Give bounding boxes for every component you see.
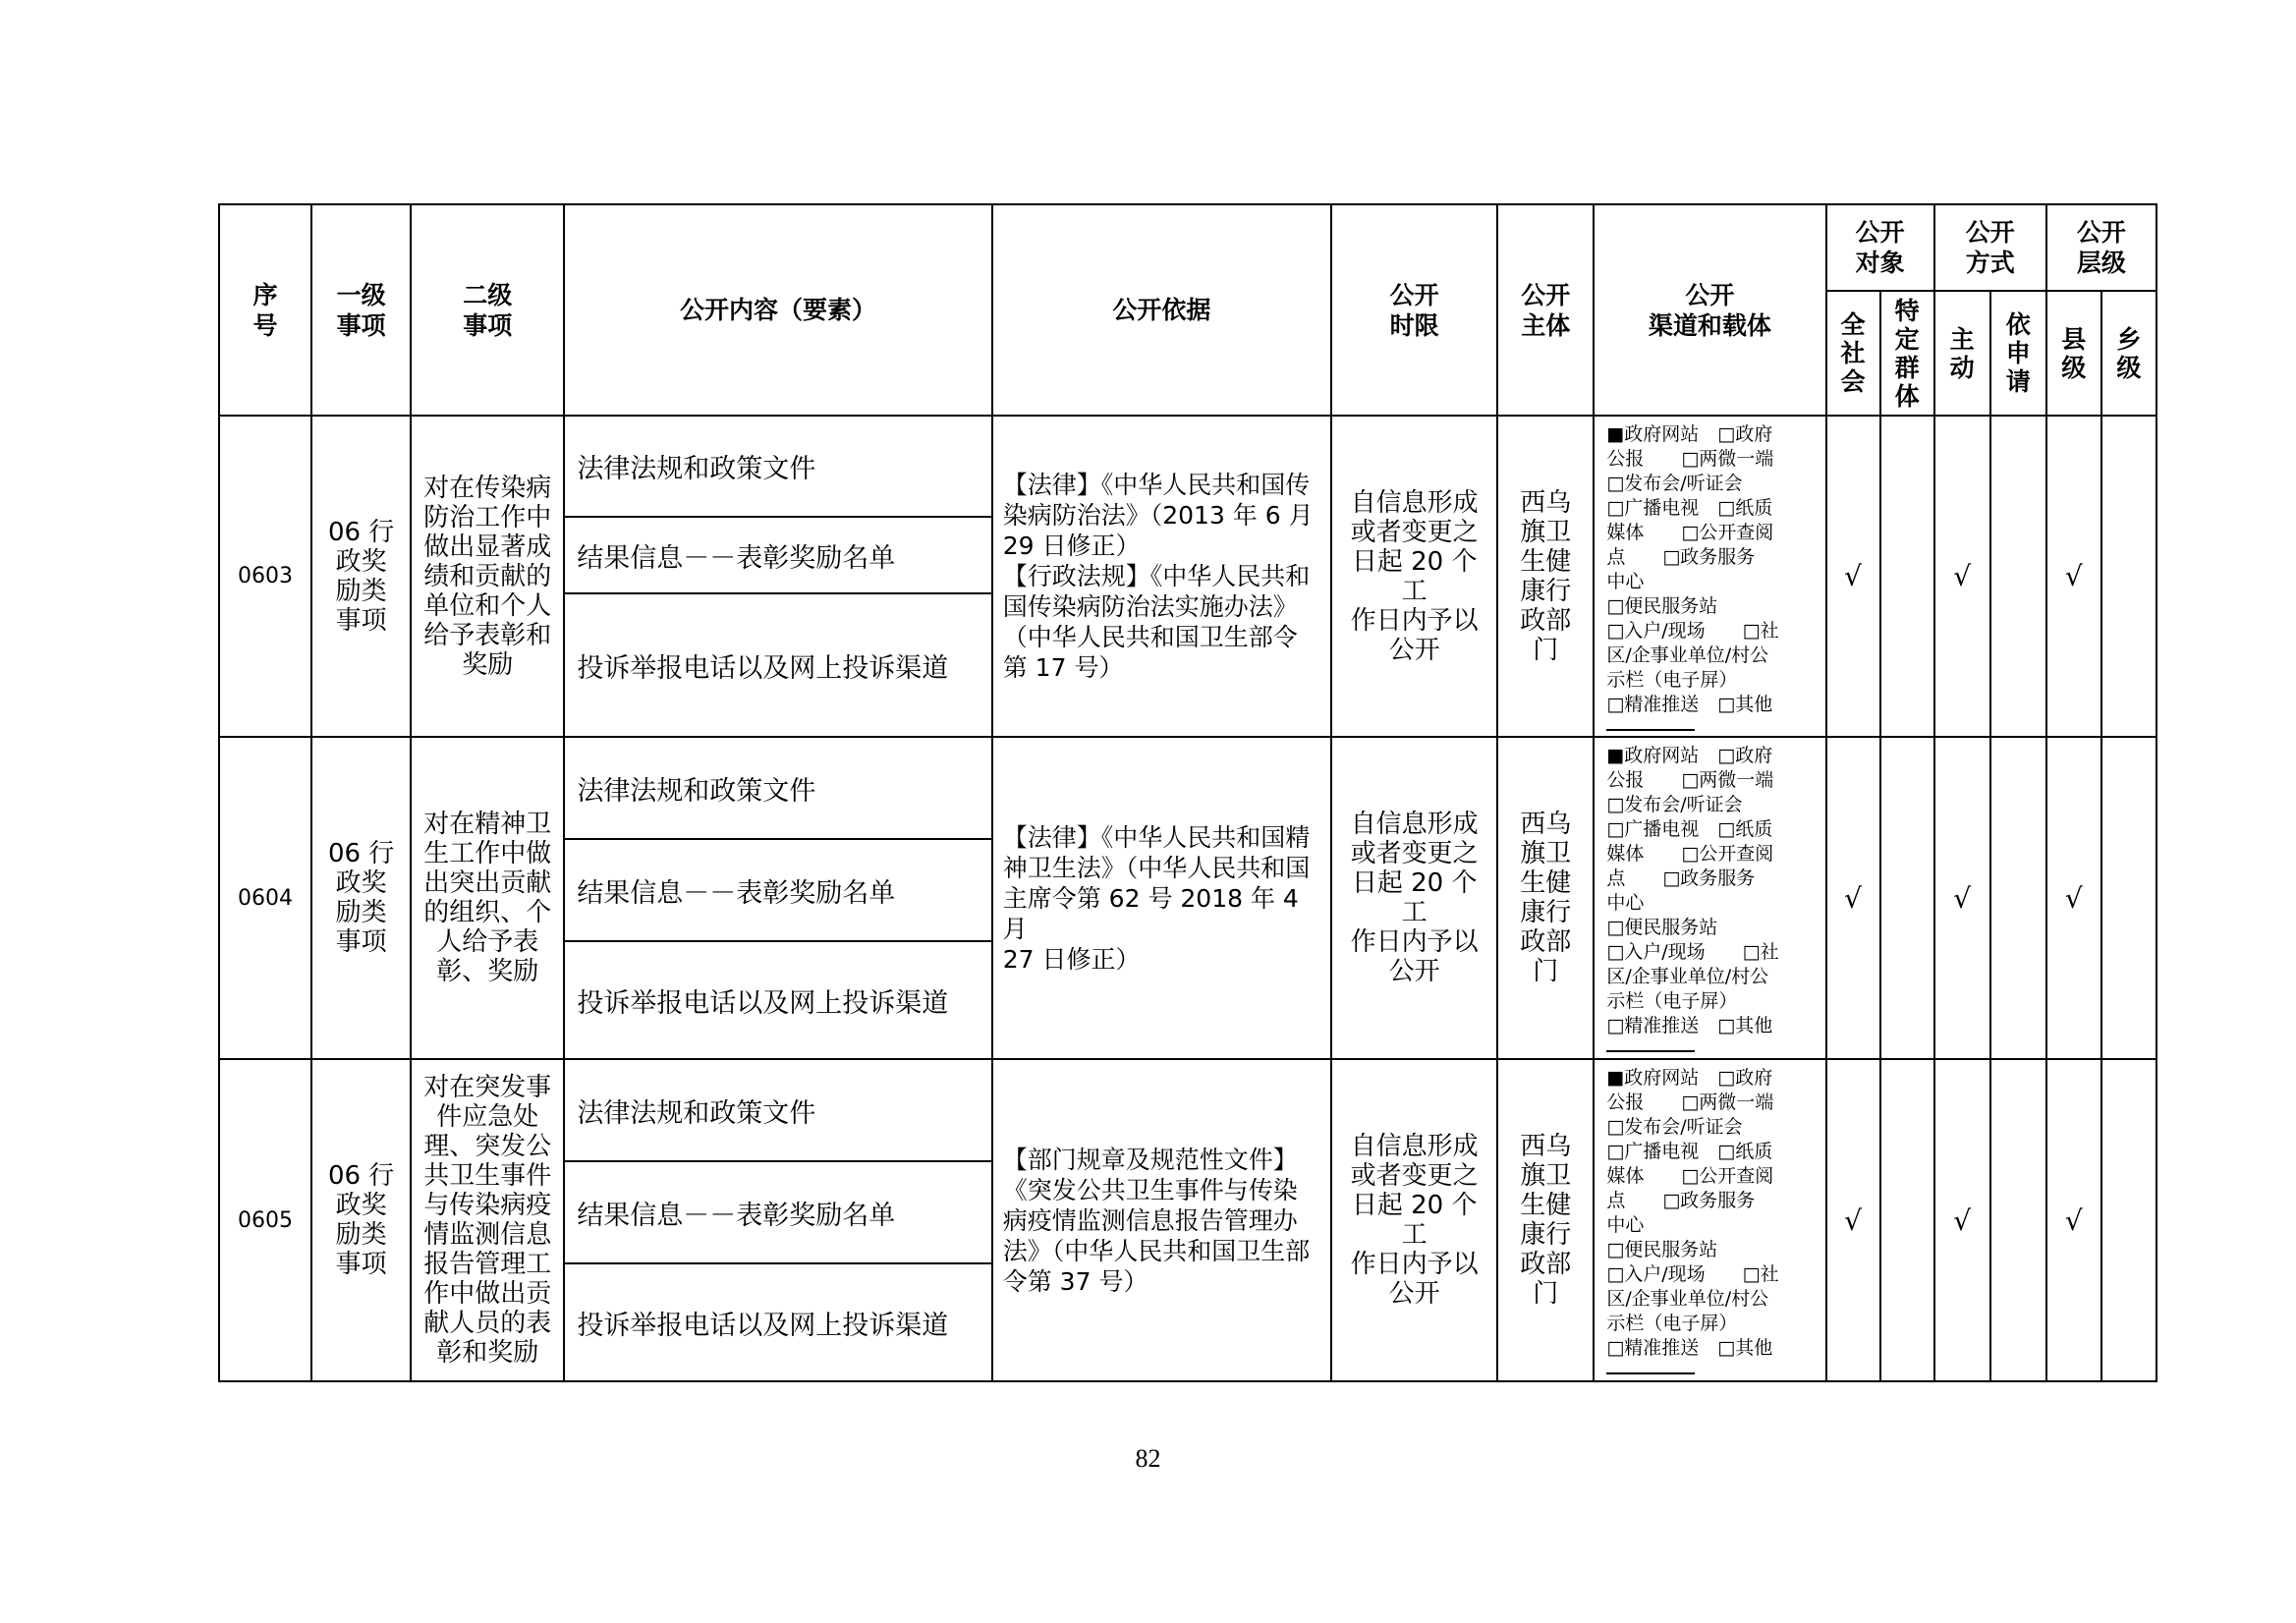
check-method-request [1990, 737, 2046, 1059]
check-method-request [1990, 1059, 2046, 1381]
check-method-request [1990, 416, 2046, 737]
row-basis: 【法律】《中华人民共和国精 神卫生法》（中华人民共和国 主席令第 62 号 2018 年 4 月 27 日修正） [992, 737, 1331, 1059]
row-level1: 06 行 政奖 励类 事项 [311, 416, 411, 737]
check-object-all: √ [1826, 416, 1880, 737]
check-level-county: √ [2046, 416, 2101, 737]
header-content: 公开内容（要素） [564, 204, 991, 416]
channel-options: ■政府网站 □政府 公报 □两微一端 □发布会/听证会 □广播电视 □纸质 媒体 □公开查阅 点 □政务服务 中心 □便民服务站 □入户/现场 □社 区/企事业单位/村公 示栏（电子屏） □精准推送 □其他 [1606, 1067, 1779, 1359]
header-level-county: 县 级 [2046, 291, 2101, 416]
row-level1: 06 行 政奖 励类 事项 [311, 1059, 411, 1381]
content-item: 投诉举报电话以及网上投诉渠道 [564, 1263, 991, 1381]
row-level1: 06 行 政奖 励类 事项 [311, 737, 411, 1059]
header-level1: 一级 事项 [311, 204, 411, 416]
header-level-town: 乡 级 [2101, 291, 2156, 416]
row-level2: 对在传染病 防治工作中 做出显著成 绩和贡献的 单位和个人 给予表彰和 奖励 [411, 416, 564, 737]
header-level2: 二级 事项 [411, 204, 564, 416]
row-timing: 自信息形成 或者变更之 日起 20 个工 作日内予以 公开 [1331, 737, 1497, 1059]
content-item: 法律法规和政策文件 [564, 737, 991, 839]
row-basis: 【部门规章及规范性文件】 《突发公共卫生事件与传染 病疫情监测信息报告管理办 法》（中华人民共和国卫生部 令第 37 号） [992, 1059, 1331, 1381]
header-seq: 序 号 [219, 204, 311, 416]
header-object-all: 全 社 会 [1826, 291, 1880, 416]
header-subject: 公开 主体 [1497, 204, 1594, 416]
check-method-active: √ [1934, 1059, 1990, 1381]
row-basis: 【法律】《中华人民共和国传 染病防治法》（2013 年 6 月 29 日修正） 【行政法规】《中华人民共和 国传染病防治法实施办法》 （中华人民共和国卫生部令 第 17 号） [992, 416, 1331, 737]
content-item: 结果信息－－表彰奖励名单 [564, 839, 991, 941]
check-level-county: √ [2046, 737, 2101, 1059]
channel-underline [1606, 1042, 1695, 1052]
content-item: 结果信息－－表彰奖励名单 [564, 517, 991, 593]
header-method-group: 公开 方式 [1934, 204, 2046, 291]
row-channel [1594, 1059, 1825, 1381]
row-channel [1594, 737, 1825, 1059]
header-object-group: 公开 对象 [1826, 204, 1934, 291]
check-object-all: √ [1826, 1059, 1880, 1381]
row-timing: 自信息形成 或者变更之 日起 20 个工 作日内予以 公开 [1331, 416, 1497, 737]
page-number: 82 [1135, 1444, 1161, 1473]
header-timing: 公开 时限 [1331, 204, 1497, 416]
row-seq: 0605 [219, 1059, 311, 1381]
check-object-specific [1880, 416, 1934, 737]
row-seq: 0603 [219, 416, 311, 737]
channel-underline [1606, 1365, 1695, 1374]
content-item: 投诉举报电话以及网上投诉渠道 [564, 941, 991, 1059]
check-level-county: √ [2046, 1059, 2101, 1381]
row-channel [1594, 416, 1825, 737]
row-level2: 对在精神卫 生工作中做 出突出贡献 的组织、个 人给予表 彰、奖励 [411, 737, 564, 1059]
header-basis: 公开依据 [992, 204, 1331, 416]
check-object-specific [1880, 1059, 1934, 1381]
row-level2: 对在突发事 件应急处 理、突发公 共卫生事件 与传染病疫 情监测信息 报告管理工 作中做出贡 献人员的表 彰和奖励 [411, 1059, 564, 1381]
check-level-town [2101, 1059, 2156, 1381]
header-method-active: 主 动 [1934, 291, 1990, 416]
row-timing: 自信息形成 或者变更之 日起 20 个工 作日内予以 公开 [1331, 1059, 1497, 1381]
check-object-specific [1880, 737, 1934, 1059]
header-object-specific: 特 定 群 体 [1880, 291, 1934, 416]
channel-underline [1606, 721, 1695, 731]
content-item: 结果信息－－表彰奖励名单 [564, 1161, 991, 1263]
check-level-town [2101, 416, 2156, 737]
channel-options: ■政府网站 □政府 公报 □两微一端 □发布会/听证会 □广播电视 □纸质 媒体 □公开查阅 点 □政务服务 中心 □便民服务站 □入户/现场 □社 区/企事业单位/村公 示栏（电子屏） □精准推送 □其他 [1606, 423, 1779, 715]
content-item: 投诉举报电话以及网上投诉渠道 [564, 593, 991, 737]
header-channel: 公开 渠道和载体 [1594, 204, 1825, 416]
check-method-active: √ [1934, 416, 1990, 737]
disclosure-table [218, 203, 2157, 1382]
row-subject: 西乌 旗卫 生健 康行 政部 门 [1497, 737, 1594, 1059]
channel-options: ■政府网站 □政府 公报 □两微一端 □发布会/听证会 □广播电视 □纸质 媒体 □公开查阅 点 □政务服务 中心 □便民服务站 □入户/现场 □社 区/企事业单位/村公 示栏（电子屏） □精准推送 □其他 [1606, 745, 1779, 1036]
row-subject: 西乌 旗卫 生健 康行 政部 门 [1497, 1059, 1594, 1381]
header-level-group: 公开 层级 [2046, 204, 2156, 291]
check-method-active: √ [1934, 737, 1990, 1059]
row-seq: 0604 [219, 737, 311, 1059]
content-item: 法律法规和政策文件 [564, 416, 991, 517]
row-subject: 西乌 旗卫 生健 康行 政部 门 [1497, 416, 1594, 737]
header-method-request: 依 申 请 [1990, 291, 2046, 416]
check-object-all: √ [1826, 737, 1880, 1059]
check-level-town [2101, 737, 2156, 1059]
content-item: 法律法规和政策文件 [564, 1059, 991, 1161]
